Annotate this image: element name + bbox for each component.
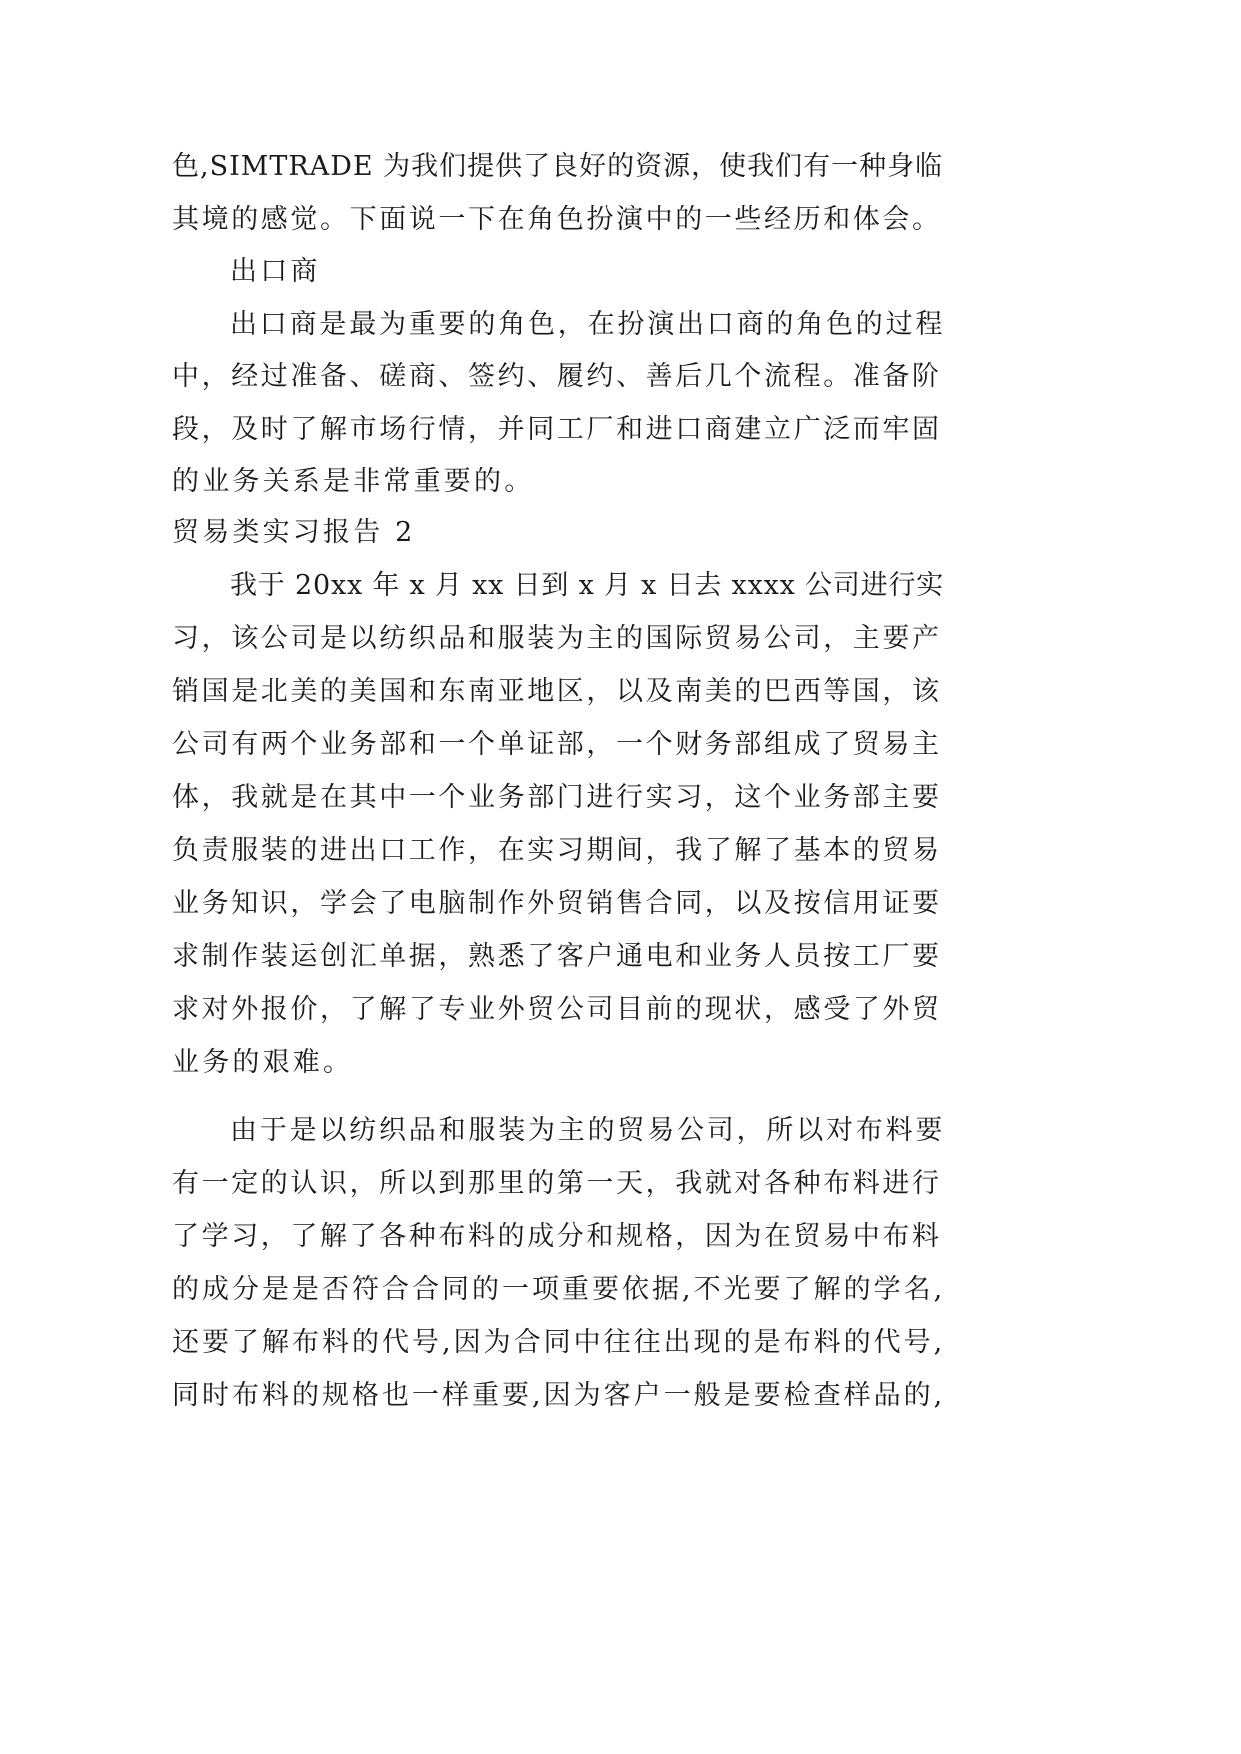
body-text-line: 由于是以纺织品和服装为主的贸易公司，所以对布料要 [230, 1115, 946, 1146]
body-text-line: 有一定的认识，所以到那里的第一天，我就对各种布料进行 [172, 1168, 942, 1199]
body-text-line: 中，经过准备、磋商、签约、履约、善后几个流程。准备阶 [172, 361, 942, 392]
body-text-line: 了学习，了解了各种布料的成分和规格，因为在贸易中布料 [172, 1221, 942, 1252]
body-text-line: 段，及时了解市场行情，并同工厂和进口商建立广泛而牢固 [172, 414, 942, 445]
body-text-line: 求制作装运创汇单据，熟悉了客户通电和业务人员按工厂要 [172, 941, 942, 972]
report-title: 贸易类实习报告 2 [172, 517, 416, 548]
body-text-line: 求对外报价，了解了专业外贸公司目前的现状，感受了外贸 [172, 994, 942, 1025]
body-text-line: 其境的感觉。下面说一下在角色扮演中的一些经历和体会。 [172, 204, 942, 235]
body-text-line: 销国是北美的美国和东南亚地区，以及南美的巴西等国，该 [172, 676, 942, 707]
body-text-line: 色,SIMTRADE 为我们提供了良好的资源，使我们有一种身临 [172, 151, 944, 182]
body-text-line: 体，我就是在其中一个业务部门进行实习，这个业务部主要 [172, 782, 942, 813]
body-text-line: 负责服装的进出口工作，在实习期间，我了解了基本的贸易 [172, 835, 942, 866]
body-text-line: 还要了解布料的代号,因为合同中往往出现的是布料的代号, [172, 1327, 946, 1358]
section-heading: 出口商 [230, 256, 321, 287]
body-text-line: 的业务关系是非常重要的。 [172, 466, 535, 497]
body-text-line: 业务的艰难。 [172, 1047, 354, 1078]
body-text-line: 同时布料的规格也一样重要,因为客户一般是要检查样品的, [172, 1380, 946, 1411]
body-text-line: 习，该公司是以纺织品和服装为主的国际贸易公司，主要产 [172, 623, 942, 654]
body-text-line: 我于 20xx 年 x 月 xx 日到 x 月 x 日去 xxxx 公司进行实 [230, 570, 945, 601]
body-text-line: 的成分是是否符合合同的一项重要依据,不光要了解的学名, [172, 1274, 946, 1305]
body-text-line: 业务知识，学会了电脑制作外贸销售合同，以及按信用证要 [172, 888, 942, 919]
body-text-line: 公司有两个业务部和一个单证部，一个财务部组成了贸易主 [172, 729, 942, 760]
body-text-line: 出口商是最为重要的角色，在扮演出口商的角色的过程 [230, 309, 946, 340]
